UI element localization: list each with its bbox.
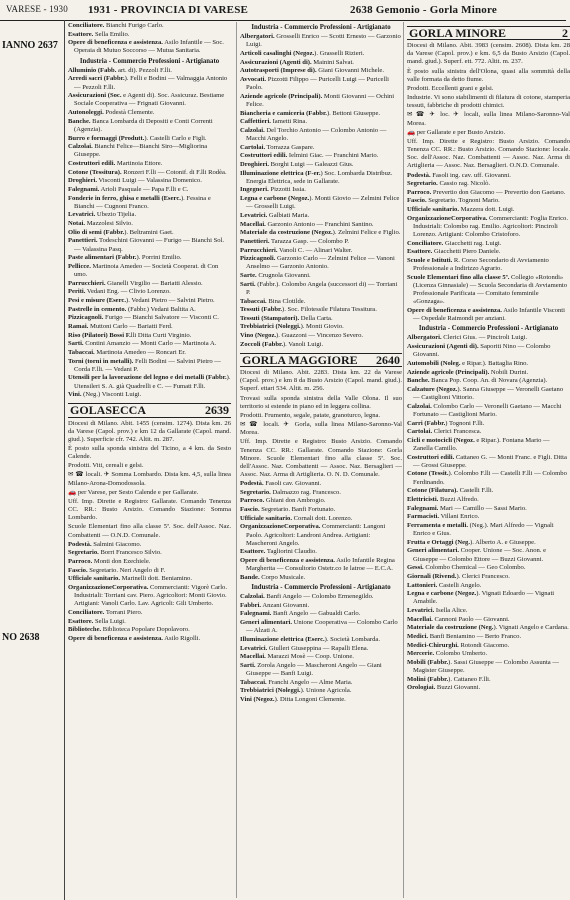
directory-entry: Tabaccai. Bina Clotilde. [240, 297, 306, 305]
directory-entry: Parrucchieri. Vanoli C. — Alinari Walter. [240, 246, 353, 254]
town-name: GORLA MAGGIORE [242, 352, 358, 367]
directory-entry: Scuole Elementari fino alla classe 5ª. Collegio «Rotondi» (Licenza Ginnasiale) — Scuola Secondaria di Avviamento Professionale Parificata — Comitato femminile «Gonzaga». [407, 273, 568, 306]
directory-entry: Fascio. Segretario. Neri Angelo di F. [68, 566, 166, 574]
directory-entry: Costruttori edili. Martinoia Ettore. [68, 160, 163, 167]
directory-entry: Gessi. Colombo Chemical — Geo Colombo. [407, 564, 526, 572]
directory-entry: Pesi e misure (Eserc.). Vedani Pietro — Salvini Pietro. [68, 297, 215, 304]
directory-entry: Banche. Banca Lombarda di Depositi e Conti Correnti (Agenzia). [68, 117, 213, 133]
directory-entry: Cotone (Tessitura). Ronzeri F.lli — Cotonif. di F.lli Rodèa. [68, 168, 227, 176]
directory-entry: Conciliatore. Torrani Piero. [68, 608, 143, 616]
directory-entry: Materiale da costruzione (Negoz.). Zelmini Felice e Figlio. [240, 229, 401, 237]
directory-entry: Ufficiale sanitario. Mazzera dott. Luigi. [407, 206, 515, 214]
directory-entry: Cotone (Filatura). Castelli F.lli. [407, 487, 494, 495]
directory-entry: Calzolai. Banfi Angelo — Colombo Ermenegildo. [240, 593, 374, 601]
directory-entry: Tessuti (Fabbr.). Soc. Filotessile Filatura Tessitura. [240, 306, 377, 314]
directory-entry: Albergatori. Clerici Gius. — Pinciroli Luigi. [407, 334, 528, 342]
directory-entry: Orologiai. Buzzi Giovanni. [407, 684, 481, 692]
directory-entry: Tessuti (Stampatori). Della Carta. [240, 314, 333, 322]
directory-entry: Segretario. Dalmazzo rag. Francesco. [240, 488, 341, 496]
town-description-b: È posto sulla sinistra dell'Olona, quasi alla sommità della valle formata da detto fiume. [407, 67, 570, 83]
directory-entry: Periti. Vedani Eng. — Clivio Lorenzo. [68, 288, 171, 296]
directory-entry: Illuminazione elettrica (Eserc.). Società Lombarda. [240, 635, 380, 643]
directory-entry: Alluminio (Fabb. art. di). Pezzoli F.lli. [68, 66, 172, 74]
directory-entry: Ferramenta e metalli. (Neg.). Mari Alfredo — Vignali Enrico e Gius. [407, 521, 554, 538]
directory-entry: Trebbiatrici (Noleggi.). Unione Agricola. [240, 687, 352, 695]
directory-entry: Bande. Corpo Musicale. [240, 573, 306, 581]
directory-entry: Sarti. Contini Amanzio — Monti Carlo — Martinoia A. [68, 340, 217, 348]
directory-entry: Mobili (Fabbr.). Sassi Giuseppe — Colombo Assunta — Magister Giuseppe. [407, 658, 559, 675]
directory-entry: Conciliatore. Giacchetti rag. Luigi. [407, 239, 502, 247]
directory-entry: Fascio. Segretario. Tognoni Mario. [407, 197, 500, 205]
directory-entry: Levatrici. Isella Alice. [407, 606, 468, 614]
directory-entry: Sarti. Zorola Angelo — Mascheroni Angelo — Giani Giuseppe — Banfi Luigi. [240, 661, 382, 678]
directory-entry: Mercerie. Colombo Umberto. [407, 650, 488, 658]
directory-entry: Podestà. Fasoli ing. cav. uff. Giovanni. [407, 171, 511, 179]
town-heading-golasecca [68, 403, 231, 417]
directory-entry: Frutta e Ortaggi (Neg.). Alberto A. e Giuseppe. [407, 538, 536, 546]
directory-entry: Automobili (Noleg. e Ripar.). Battaglia Rino. [407, 359, 529, 367]
directory-entry: OrganizzazioneCorporativa. Commercianti: Langoni Paolo. Agricoltori: Landroni Andrea. Artigiani: Mascheroni Angelo. [240, 523, 386, 547]
directory-entry: Panettieri. Todeschini Giovanni — Furigo — Bianchi Sol. — Valassina Pasq. [68, 237, 225, 253]
town-products: Prodotti. Eccellenti grani e gelsi. [407, 84, 494, 92]
directory-entry: Sarte. Crugnola Giovanni. [240, 272, 311, 280]
directory-entry: Legna e carbone (Negoz.). Vignati Edoardo — Vignati Amabile. [407, 590, 555, 606]
directory-entry: Calzolai. Del Torchio Antonio — Colombo Antonio — Macchi Angelo. [240, 126, 387, 143]
directory-entry: Falegnami. Banfi Angelo — Gabualdi Carlo. [240, 610, 361, 618]
directory-entry: Opere di beneficenza e assistenza. Asilo Infantile Visconti — Ospedale Raimondi per anziani. [407, 307, 565, 323]
town-schools: Scuole Elementari fino alla classe 5ª. Soc. dell'Assoc. Naz. Combattenti — O.N.D. Comunale. [68, 523, 231, 539]
directory-entry: Parroco. Monti don Ezechiele. [68, 558, 151, 566]
directory-entry: Biblioteche. Biblioteca Popolare Dopolavoro. [68, 626, 190, 634]
directory-entry: Cotone (Tessit.). Colombo F.lli — Castelli F.lli — Colombo Ferdinando. [407, 470, 567, 486]
directory-entry: Parroco. Prevertio don Giacomo — Prevertio don Gaetano. [407, 188, 566, 196]
directory-entry: Farmacisti. Villani Enrico. [407, 513, 480, 521]
town-offices: Uff. Imp. Dirette e Registro: Gallarate. Comando Tenenza CC. RR.: Busto Arsizio. Comando Stazione: Somma Lombardo. [68, 497, 231, 522]
directory-entry: Giornali (Rivend.). Clerici Francesco. [407, 572, 510, 580]
directory-entry: Cartolai. Clerici Francesca. [407, 428, 482, 436]
directory-entry: Zoccoli (Fabbr.). Vanoli Luigi. [240, 340, 324, 348]
directory-entry: OrganizzazioneCorporativa. Commercianti: Vigorè Carlo. Industriali: Torriani cav. Piero. Agricoltori: Monti Giovio. Artigiani: Vanoli Carlo. Lav. Agricoli: Gili Umberto. [68, 584, 227, 608]
directory-entry: Torni (torni in metalli). Felli Bodini — Salvini Pietro — Corda F.lli. — Vedani P. [68, 357, 221, 373]
directory-entry: Pizzicagnoli. Garzonio Carlo — Zelmini Felice — Vanoni Anselmo — Garzonio Antonio. [240, 255, 395, 271]
directory-entry: Vini (Negoz.). Ditta Longoni Clemente. [240, 696, 346, 704]
town-number: 2640 [376, 352, 400, 367]
directory-entry: Avvocati. Pizzotti Filippo — Puricelli Luigi — Puricelli Paolo. [240, 75, 389, 92]
directory-entry: Costruttori edili. Ielmini Giac. — Franchini Mario. [240, 152, 379, 160]
left-tab-label: VARESE - 1930 [6, 4, 68, 14]
directory-entry: Aziende agricole (Principali). Nobili Durini. [407, 368, 529, 376]
directory-entry: Assicurazioni (Agenti di). Saporiti Nino — Colombo Giovanni. [407, 343, 551, 359]
directory-entry: Ufficiale sanitario. Cornali dott. Lorenzo. [240, 514, 353, 522]
directory-entry: Fabbri. Anzani Giovanni. [240, 601, 310, 609]
town-name: GORLA MINORE [409, 26, 507, 40]
directory-entry: Pellicce. Martinoia Amedeo — Società Cooperat. di Con umo. [68, 262, 219, 279]
town-description-b: È posto sulla sponda sinistra del Ticino, a 4 km. da Sesto Calende. [68, 445, 231, 461]
directory-entry: Droghieri. Borghi Luigi — Galeazzi Gius. [240, 161, 354, 168]
directory-entry: Utensili per la lavorazione del legno e dei metalli (Fabbr.). Utensileri S. A. già Quadrelli e C. — Fumati F.lli. [68, 374, 231, 390]
town-services: ✉ ☎ locali. ✈ Gorla, sulla linea Milano-Saronno-Val Morea. [240, 421, 402, 437]
town-description: Diocesi di Milano. Abit. 3983 (censim. 2608). Dista km. 28 da Varese (Capol. prov.) e km. 6,5 da Busto Arsizio (Capol. mand. giud.). Superf. ett. 772. Altit. m. 237. [407, 42, 570, 66]
directory-entry: Tabaccai. Franchi Angelo — Alme Maria. [240, 678, 353, 686]
town-heading-gorla-minore [407, 26, 570, 40]
directory-entry: Opere di beneficenza e assistenza. Asilo Rigolli. [68, 634, 201, 642]
directory-entry: Macellai. Marazzi Mosè — Coop. Unione. [240, 653, 354, 661]
section-heading: Industria - Commercio Professioni - Artigianato [79, 57, 220, 65]
directory-entry: Elettricisti. Buzzi Alfredo. [407, 495, 479, 503]
directory-entry: Parrucchieri. Gianelli Virgilio — Bariatti Alessio. [68, 279, 203, 287]
directory-entry: Banche. Banca Pop. Coop. An. di Novara (Agenzia). [407, 377, 548, 385]
directory-entry: Podestà. Fasoli cav. Giovanni. [240, 480, 322, 488]
directory-entry: Esattore. Sella Emilio. [68, 30, 130, 38]
town-industry: Industrie. Vi sono stabilimenti di filatura di cotone, stamperia tessuti, fabbriche di prodotti chimici. [407, 94, 570, 110]
town-services-b: 🚗 per Varese, per Sesto Calende e per Gallarate. [68, 488, 199, 496]
directory-entry: Generi alimentari. Cooper. Unione — Soc. Anon. e Giuseppe — Colombo Ettore — Buzzi Giovanni. [407, 547, 547, 563]
directory-entry: Illuminazione elettrica (F-er.) Soc. Lombarda Distribuz. Energia Elettrica, sede in Gallarate. [240, 169, 393, 185]
directory-entry: Autonoleggi. Podestà Clemente. [68, 109, 155, 117]
directory-entry: Vino (Negoz.). Guazzoni — Vincenzo Severo. [240, 332, 364, 340]
directory-entry: Assicurazioni (Soc. e Agenti di). Soc. Assicuraz. Bestiame Sociale Cooperativa — Frignati Giovanni. [68, 92, 225, 108]
directory-entry: Vini. (Neg.) Visconti Luigi. [68, 391, 142, 399]
page-title: 1931 - PROVINCIA DI VARESE [88, 4, 249, 16]
directory-entry: Podestà. Salmini Giacomo. [68, 540, 142, 548]
town-description: Diocesi di Milano. Abit. 2283. Dista km. 22 da Varese (Capol. prov.) e km 8 da Busto Arsizio (Capol. mand. giud.). Superf. ettari 534. Altit. m. 256. [240, 369, 402, 393]
town-description: Diocesi di Milano. Abit. 1455 (censim. 1274). Dista km. 26 da Varese (Capol. prov.) e km 12 da Gallarate (Capol. mand. giud.). Superficie cfr. 742. Altit. m. 287. [68, 419, 231, 443]
town-products: Prodotti. Viti, cereali e gelsi. [68, 462, 144, 470]
directory-entry: Ramai. Muttoni Carlo — Bariatti Ferd. [68, 322, 173, 330]
town-number: 2639 [205, 403, 229, 418]
directory-entry: Macellai. Garzonio Antonio — Franchini Santino. [240, 220, 374, 228]
directory-entry: Parroco. Ghiani don Ambrogio. [240, 497, 326, 505]
section-heading: Industria - Commercio Professioni - Artigianato [251, 584, 391, 591]
directory-entry: Levatrici. Giulleri Giuseppina — Rapalli Elena. [240, 644, 369, 652]
directory-entry: OrganizzazioneCorporativa. Commercianti: Foglia Enrico. Industriali: Colombo rag. Emilio. Agricoltori: Pinciroli Lorenzo. Artigiani: Colombo Cristoforo. [407, 214, 568, 239]
directory-entry: Scuole e Istituti. R. Corso Secondario di Avviamento Professionale a Indirizzo Agrario. [407, 257, 549, 273]
town-offices: Uff. Imp. Dirette e Registro: Busto Arsizio. Comando Tenenza CC. RR.: Gallarate. Comando Stazione: Gorla Minore. Scuole Elementari fino alla classe 5ª. Soc. dell'Assoc. Naz. Combattenti — Assoc. Naz. Bersaglieri — Assoc. Naz. Arma di Artiglieria. O. N. D. Comunale. [240, 438, 402, 478]
directory-entry: Fonderie in ferro, ghisa e metalli (Eserc.). Fessina e Bianchi — Cugnoni Franco. [68, 194, 211, 210]
directory-entry: Falegnami. Arioli Pasquale — Papa F.lli e C. [68, 185, 189, 193]
directory-entry: Notai. Mazzolesi Silvio. [68, 220, 133, 228]
town-offices: Uff. Imp. Dirette e Registro: Busto Arsizio. Comando Tenenza CC. RR.: Busto Arsizio. Comando Stazione: locale. Soc. dell'Assoc. Naz. Combattenti — Assoc. Naz. Arma di Artiglieria — Assoc. Naz. Bersaglieri. O.N.D. Comunale. [407, 137, 570, 170]
directory-entry: Carri (Fabbr.) Tognoni F.lli. [407, 419, 485, 427]
directory-entry: Esattore. Tagliorini Claudio. [240, 548, 317, 556]
directory-entry: Cartolai. Torrazza Gaspare. [240, 143, 315, 151]
directory-entry: Paste alimentari (Fabbr.). Porrini Emilio. [68, 254, 182, 262]
column-2 [236, 22, 402, 898]
directory-entry: Calzolai. Colombo Carlo — Veronelli Gaetano — Macchi Fortunato — Castiglioni Mario. [407, 402, 562, 418]
directory-entry: Aziende agricole (Principali). Monti Giovanni — Ochini Felice. [240, 92, 395, 108]
directory-entry: Fascio. Segretario. Banfi Fortunato. [240, 506, 336, 514]
margin-number-top: IANNO 2637 [2, 40, 58, 51]
directory-entry: Sarti. (Fabbr.). Colombo Angela (successori di) — Torriani P. [240, 280, 398, 296]
directory-entry: Pizzicagnoli. Furigo — Bianchi Salvatore — Visconti C. [68, 314, 219, 322]
directory-entry: Segretario. Borri Francesco Silvio. [68, 549, 162, 557]
page-header [0, 0, 566, 21]
directory-entry: Macellai. Cannoni Paolo — Giovanni. [407, 615, 510, 623]
directory-entry: Albergatori. Grosselli Enrico — Scotti Ernesto — Garzonio Luigi. [240, 33, 401, 49]
previous-page-margin [0, 20, 65, 900]
town-products: Prodotti. Frumento, segale, patate, granoturco, legna. [240, 411, 381, 419]
directory-entry: Materiale da costruzione (Neg.). Vignati Angelo e Cardana. [407, 624, 569, 632]
directory-entry: Levatrici. Galbiati Maria. [240, 211, 310, 219]
section-heading: Industria - Commercio Professioni - Artigianato [251, 24, 391, 31]
directory-entry: Conciliatore. Bianchi Furigo Carlo. [68, 22, 164, 29]
town-services-b: 🚗 per Gallarate e per Busto Arsizio. [407, 128, 506, 136]
directory-entry: Ingegneri. Pizzotti Issia. [240, 186, 306, 194]
directory-entry: Esattore. Sella Luigi. [68, 617, 126, 625]
directory-entry: Assicurazioni (Agenti di). Mainini Salvat. [240, 58, 354, 66]
directory-entry: Medici. Banfi Beniamino — Berto Franco. [407, 632, 522, 640]
directory-entry: Lattonieri. Castelli Angelo. [407, 581, 482, 589]
directory-entry: Falegnami. Mari — Camillo — Sassi Mario. [407, 504, 527, 512]
directory-entry: Ufficiale sanitario. Marinelli dott. Beniamino. [68, 575, 192, 583]
directory-entry: Molini (Fabbr.). Cattaneo F.lli. [407, 675, 491, 683]
directory-entry: Opere di beneficenza e assistenza. Asilo Infantile Regina Margherita — Consultorio Ostetr.co Ie latroe — E.C.A. [240, 557, 395, 573]
directory-entry: Tabaccai. Martinoia Amedeo — Roncari Er. [68, 348, 186, 356]
directory-entry: Cicli e motocicli (Negoz. e Ripar.). Fontana Mario — Zanella Camillo. [407, 436, 550, 452]
directory-entry: Pastrelle in cemento. (Fabbr.) Vedani Baltita A. [68, 305, 196, 313]
directory-entry: Medici-Chirurghi. Rotondi Giacomo. [407, 641, 510, 649]
town-services: ✉ ☎ locali. ✈ Somma Lombardo. Dista km. 4,5, sulla linea Milano-Arona-Domodossola. [68, 471, 231, 487]
directory-entry: Panettieri. Tarazza Gasp. — Colombo P. [240, 237, 349, 245]
directory-entry: Riso (Pilatori) Bossi F.lli Ditta Curti Virginio. [68, 331, 192, 339]
section-heading: Industria - Commercio Professioni - Artigianato [418, 325, 559, 333]
directory-entry: Biancheria e camiceria (Fabbr.). Bettoni Giuseppe. [240, 109, 381, 117]
town-services: ✉ ☎ ✈ loc. ✈ locali, sulla linea Milano-Saronno-Val Morea. [407, 111, 570, 127]
directory-entry: Burro e formaggi (Produtt.). Castelli Carlo e Figli. [68, 134, 207, 142]
directory-entry: Generi alimentari. Unione Cooperativa — Colombo Carlo — Alzati A. [240, 619, 398, 635]
margin-number-mid: NO 2638 [2, 632, 40, 643]
directory-entry: Esattore. Giacchetti Piero Daniele. [407, 248, 501, 256]
directory-entry: Olio di semi (Fabbr.). Beltramini Gaet. [68, 228, 174, 236]
running-head-right: 2638 Gemonio - Gorla Minore [350, 4, 497, 16]
town-number: 2 [562, 26, 568, 40]
directory-entry: Articoli casalinghi (Negoz.). Grasselli Rizieri. [240, 49, 365, 57]
directory-entry: Trebbiatrici (Noleggi.). Monti Giovio. [240, 323, 344, 331]
town-description-b: Trovasi sulla sponda sinistra della Valle Olona. Il suo territorio si estende in piano ed in leggera collina. [240, 394, 402, 410]
directory-entry: Levatrici. Ubezio Tijelia. [68, 211, 137, 219]
column-1 [68, 22, 231, 898]
directory-entry: Caffettieri. Iametti Rina. [240, 118, 308, 126]
directory-entry: Opere di beneficenza e assistenza. Asilo Infantile — Soc. Operaia di Mutuo Soccorso — Mutua Sanitaria. [68, 39, 224, 55]
directory-entry: Arredi sacri (Fabbr.). Felli e Bodini — Valmaggia Antonio — Pezzoli F.lli. [68, 75, 228, 91]
directory-entry: Costruttori edili. Cattaneo G. — Monti Franc. e Figli. Ditta — Grossi Giuseppe. [407, 453, 567, 469]
town-heading-gorla-maggiore [240, 353, 402, 367]
column-3 [403, 22, 570, 898]
directory-entry: Legna e carbone (Negoz.). Monti Giovio — Zelmini Felice — Grosselli Luigi. [240, 195, 400, 211]
directory-entry: Calzolai. Bianchi Felice—Bianchi Siro—Migliorina Giuseppe. [68, 143, 208, 159]
town-name: GOLASECCA [70, 403, 147, 418]
directory-entry: Calzature (Negoz.). Sanna Giuseppe — Veronelli Gaetano — Castiglioni Vittorio. [407, 385, 564, 402]
directory-entry: Autotrasporti (Imprese di). Giani Giovanni Michele. [240, 67, 385, 75]
directory-entry: Droghieri. Visconti Luigi — Valassina Domenico. [68, 177, 202, 185]
directory-entry: Segretario. Cassio rag. Nicolò. [407, 180, 491, 188]
